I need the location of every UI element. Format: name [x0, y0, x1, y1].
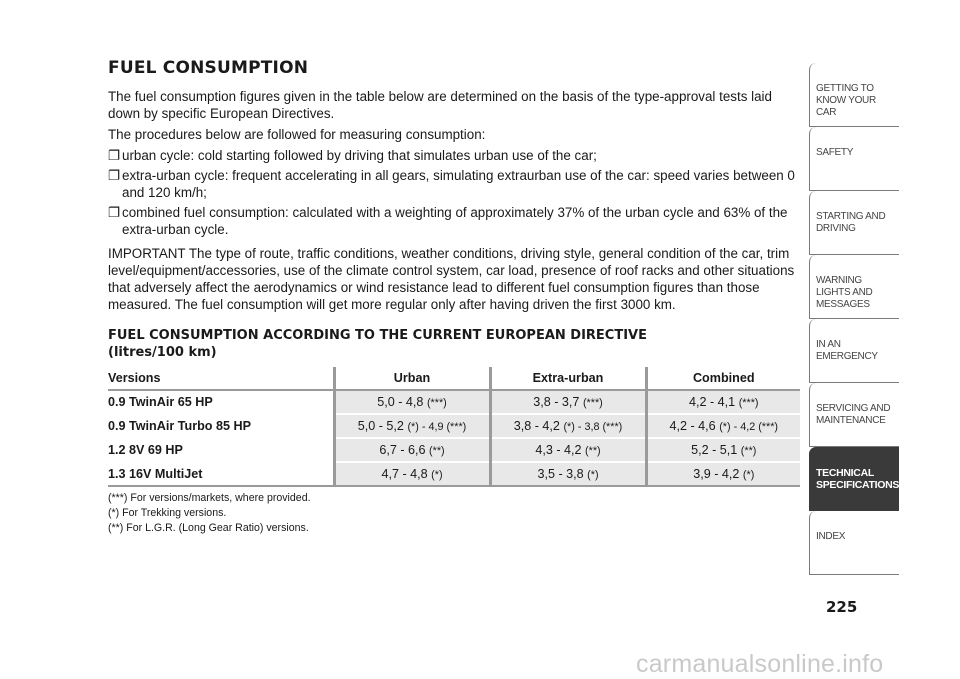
- table-header-row: [108, 367, 800, 390]
- version-cell: 1.2 8V 69 HP: [108, 438, 334, 462]
- checkbox-bullet-icon: ❐: [108, 205, 121, 221]
- urban-cell: 6,7 - 6,6 (**): [334, 438, 490, 462]
- watermark: carmanualsonline.info: [636, 650, 884, 678]
- extra-urban-cell: 3,8 - 4,2 (*) - 3,8 (***): [490, 414, 646, 438]
- tab-warning-lights-and-messages[interactable]: WARNING LIGHTS AND MESSAGES: [809, 255, 899, 319]
- footnote: (***) For versions/markets, where provided.: [108, 492, 311, 505]
- page-content: [108, 58, 800, 536]
- procedures-lead: The procedures below are followed for measuring consumption:: [108, 127, 486, 143]
- page-title: FUEL CONSUMPTION: [108, 58, 309, 78]
- footnote: (*) For Trekking versions.: [108, 507, 227, 520]
- extra-urban-cell: 4,3 - 4,2 (**): [490, 438, 646, 462]
- bullet-urban: ❐ urban cycle: cold starting followed by driving that simulates urban use of the car;: [108, 147, 597, 163]
- tab-technical-specifications[interactable]: TECHNICAL SPECIFICATIONS: [809, 447, 899, 511]
- combined-cell: 5,2 - 5,1 (**): [646, 438, 800, 462]
- extra-urban-cell: 3,8 - 3,7 (***): [490, 390, 646, 414]
- table-heading: FUEL CONSUMPTION ACCORDING TO THE CURRENT EUROPEAN DIRECTIVE (litres/100 km): [108, 328, 647, 361]
- urban-cell: 4,7 - 4,8 (*): [334, 462, 490, 486]
- footnote: (**) For L.G.R. (Long Gear Ratio) versions.: [108, 522, 309, 535]
- tab-starting-and-driving[interactable]: STARTING AND DRIVING: [809, 191, 899, 255]
- table-row: [108, 462, 800, 486]
- combined-cell: 4,2 - 4,1 (***): [646, 390, 800, 414]
- page-number: 225: [826, 598, 858, 616]
- intro-paragraph: The fuel consumption figures given in the table below are determined on the basis of the type-approval tests laid down by specific European Directives.: [108, 89, 772, 122]
- table-footnotes: [108, 491, 800, 536]
- bullet-combined: ❐ combined fuel consumption: calculated with a weighting of approximately 37% of the urban cycle and 63% of the extra-urban cycle.: [108, 205, 788, 238]
- combined-cell: 3,9 - 4,2 (*): [646, 462, 800, 486]
- version-cell: 0.9 TwinAir Turbo 85 HP: [108, 414, 334, 438]
- table-row: [108, 438, 800, 462]
- urban-cell: 5,0 - 5,2 (*) - 4,9 (***): [334, 414, 490, 438]
- tab-in-an-emergency[interactable]: IN AN EMERGENCY: [809, 319, 899, 383]
- tab-servicing-and-maintenance[interactable]: SERVICING AND MAINTENANCE: [809, 383, 899, 447]
- extra-urban-cell: 3,5 - 3,8 (*): [490, 462, 646, 486]
- header-versions: Versions: [108, 371, 161, 386]
- table-row: [108, 414, 800, 438]
- fuel-consumption-table: [108, 367, 800, 487]
- header-urban: Urban: [334, 367, 490, 390]
- version-cell: 0.9 TwinAir 65 HP: [108, 390, 334, 414]
- checkbox-bullet-icon: ❐: [108, 147, 121, 163]
- urban-cell: 5,0 - 4,8 (***): [334, 390, 490, 414]
- header-extra-urban: Extra-urban: [490, 367, 646, 390]
- combined-cell: 4,2 - 4,6 (*) - 4,2 (***): [646, 414, 800, 438]
- tab-safety[interactable]: SAFETY: [809, 127, 899, 191]
- important-note: IMPORTANT The type of route, traffic conditions, weather conditions, driving style, general condition of the car, trim level/equipment/accessories, use of the climate control system, car load, presence of roof racks and other situations that adversely affect the aerodynamics or wind resistance lead to different fuel consumption figures than those measured. The fuel consumption will get more regular only after having driven the first 3000 km.: [108, 245, 795, 313]
- bullet-extra-urban: ❐ extra-urban cycle: frequent accelerating in all gears, simulating extraurban use of the car: speed varies between 0 and 120 km/h;: [108, 167, 795, 201]
- tab-getting-to-know-your-car[interactable]: GETTING TO KNOW YOUR CAR: [809, 63, 899, 127]
- table-row: [108, 390, 800, 414]
- tab-index[interactable]: INDEX: [809, 511, 899, 575]
- header-combined: Combined: [646, 367, 800, 390]
- section-tabs: [809, 63, 899, 575]
- version-cell: 1.3 16V MultiJet: [108, 462, 334, 486]
- checkbox-bullet-icon: ❐: [108, 167, 121, 183]
